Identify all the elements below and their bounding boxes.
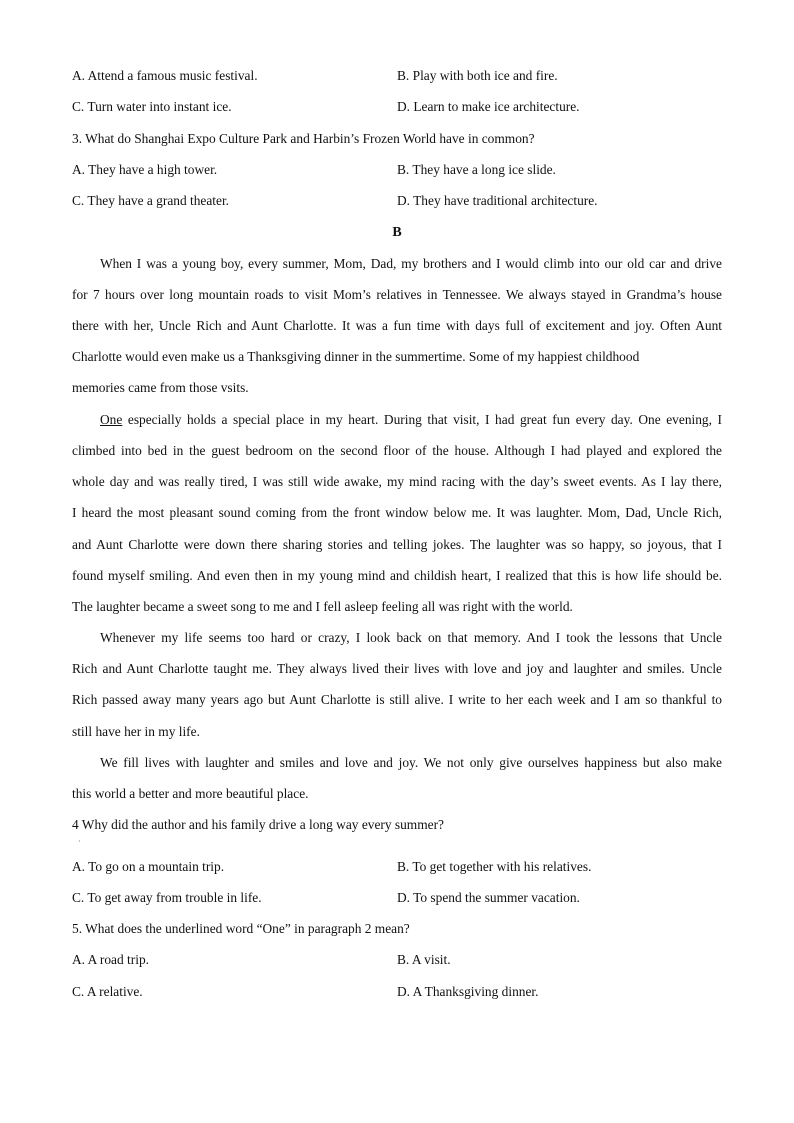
p2-line-5: and Aunt Charlotte were down there sharing stories and telling jokes. The laughter was so happy, so joyous, that I	[72, 537, 722, 552]
p1-line-4: Charlotte would even make us a Thanksgiving dinner in the summertime. Some of my happiest childhood	[72, 349, 640, 364]
q5-option-b: B. A visit.	[397, 952, 451, 967]
q4-option-a: A. To go on a mountain trip.	[72, 859, 225, 874]
underlined-word-one: One	[100, 412, 123, 427]
p3-line-4: still have her in my life.	[72, 724, 200, 739]
q2-option-b: B. Play with both ice and fire.	[397, 68, 558, 83]
p3-line-3: Rich passed away many years ago but Aunt Charlotte is still alive. I write to her each week and I am so thankful to	[72, 692, 722, 707]
section-heading: B	[392, 225, 402, 240]
p2-line-7: The laughter became a sweet song to me and I fell asleep feeling all was right with the world.	[72, 599, 573, 614]
q2-option-d: D. Learn to make ice architecture.	[397, 99, 580, 114]
q3-option-d: D. They have traditional architecture.	[397, 193, 598, 208]
q2-option-c: C. Turn water into instant ice.	[72, 99, 232, 114]
p2-line-4: I heard the most pleasant sound coming from the front window below me. It was laughter. Mom, Dad, Uncle Rich,	[72, 505, 722, 520]
q3-option-c: C. They have a grand theater.	[72, 193, 230, 208]
stray-mark: ·	[78, 837, 81, 846]
q3-option-a: A. They have a high tower.	[72, 162, 218, 177]
p2-line-1-rest: especially holds a special place in my heart. During that visit, I had great fun every day. One evening, I	[122, 412, 722, 427]
q4-option-c: C. To get away from trouble in life.	[72, 890, 262, 905]
p3-line-1: Whenever my life seems too hard or crazy, I look back on that memory. And I took the lessons that Uncle	[100, 630, 722, 645]
p2-line-1	[100, 412, 722, 428]
p1-line-3: there with her, Uncle Rich and Aunt Charlotte. It was a fun time with days full of excitement and joy. Often Aunt	[72, 318, 722, 333]
q3-stem: 3. What do Shanghai Expo Culture Park and Harbin’s Frozen World have in common?	[72, 131, 535, 146]
q4-stem: 4 Why did the author and his family drive a long way every summer?	[72, 817, 444, 832]
p2-line-2: climbed into bed in the guest bedroom on the second floor of the house. Although I had played and explored the	[72, 443, 722, 458]
q5-option-d: D. A Thanksgiving dinner.	[397, 984, 539, 999]
p2-line-6: found myself smiling. And even then in my young mind and childish heart, I realized that this is how life should be.	[72, 568, 722, 583]
p2-line-3: whole day and was really tired, I was still wide awake, my mind racing with the day’s sweet events. As I lay there,	[72, 474, 722, 489]
q4-option-b: B. To get together with his relatives.	[397, 859, 592, 874]
q5-option-a: A. A road trip.	[72, 952, 149, 967]
p1-line-2: for 7 hours over long mountain roads to visit Mom’s relatives in Tennessee. We always stayed in Grandma’s house	[72, 287, 722, 302]
q5-option-c: C. A relative.	[72, 984, 143, 999]
q4-option-d: D. To spend the summer vacation.	[397, 890, 580, 905]
p4-line-2: this world a better and more beautiful place.	[72, 786, 309, 801]
q5-stem: 5. What does the underlined word “One” in paragraph 2 mean?	[72, 921, 410, 936]
p4-line-1: We fill lives with laughter and smiles and love and joy. We not only give ourselves happiness but also make	[100, 755, 722, 770]
p1-line-5: memories came from those vsits.	[72, 380, 249, 395]
p1-line-1: When I was a young boy, every summer, Mom, Dad, my brothers and I would climb into our old car and drive	[100, 256, 722, 271]
q2-option-a: A. Attend a famous music festival.	[72, 68, 258, 83]
p3-line-2: Rich and Aunt Charlotte taught me. They always lived their lives with love and joy and laughter and smiles. Uncle	[72, 661, 722, 676]
q3-option-b: B. They have a long ice slide.	[397, 162, 556, 177]
